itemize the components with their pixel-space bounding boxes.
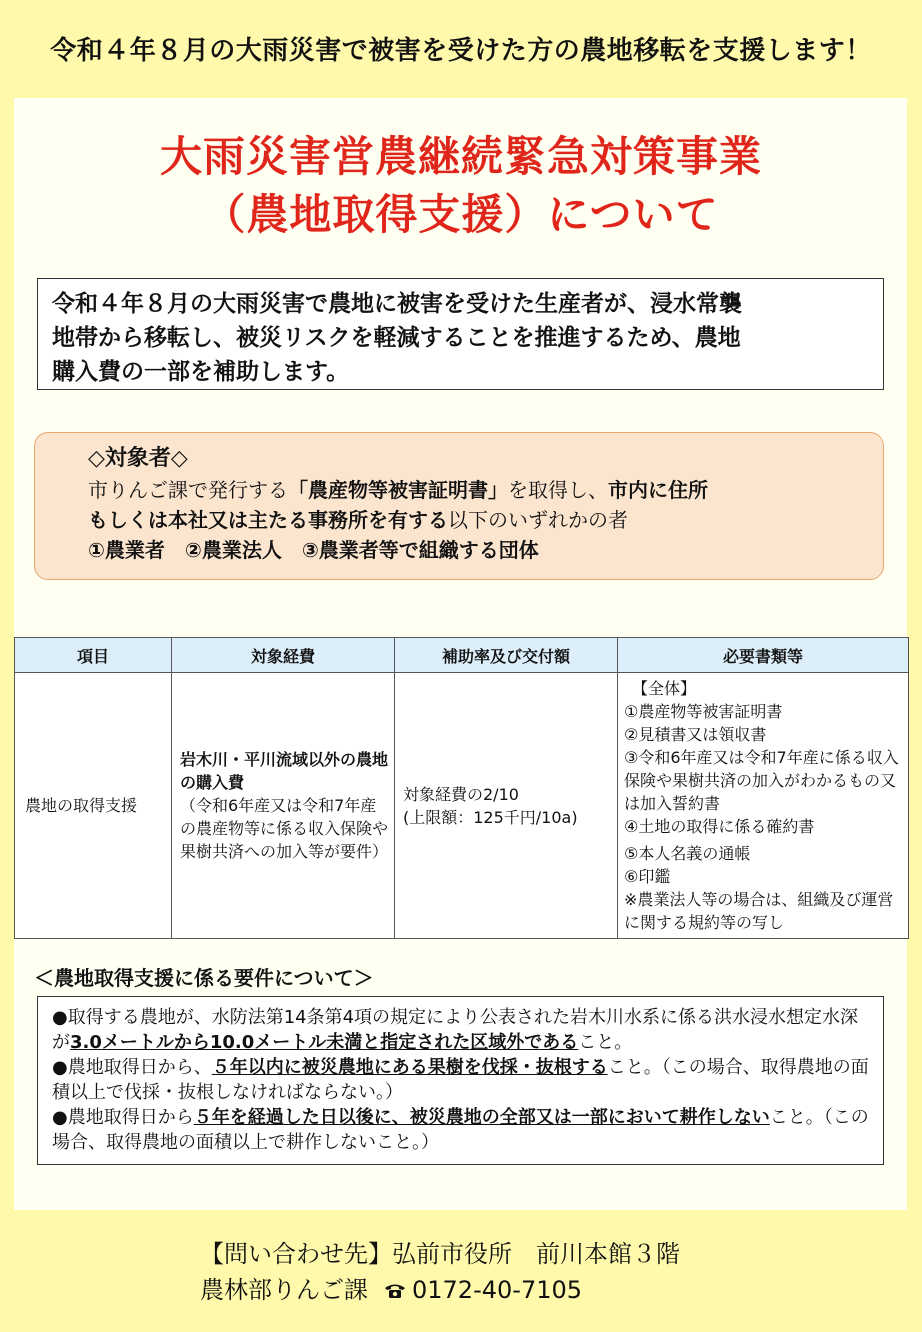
title-line-2: （農地取得支援）について [203, 190, 719, 239]
requirement-text: ●農地取得日から、 [52, 1057, 212, 1078]
summary-line: 地帯から移転し、被災リスクを軽減することを推進するため、農地 [52, 325, 741, 351]
residence-condition: 市内に住所 [608, 478, 708, 502]
requirement-emphasis: ５年を経過した日以後に、被災農地の全部又は一部において耕作しない [193, 1107, 770, 1128]
requirement-text: ●取得する農地が、水防法第14条第4項の規定により公表された岩木川水系に係る洪水浸水想定水深が [52, 1007, 859, 1053]
item-cell: 農地の取得支援 [15, 673, 172, 939]
target-line-1 [88, 475, 883, 505]
documents-cell [618, 673, 909, 939]
column-header: 対象経費 [172, 638, 395, 673]
contact-line-1: 【問い合わせ先】弘前市役所 前川本館３階 [200, 1240, 680, 1268]
column-header: 補助率及び交付額 [395, 638, 618, 673]
rate-limit: (上限額：125千円/10a) [403, 807, 578, 827]
doc-item: ②見積書又は領収書 [624, 725, 767, 744]
telephone-icon [384, 1283, 406, 1299]
certificate-name: 「農産物等被害証明書」 [288, 478, 508, 502]
column-header: 項目 [15, 638, 172, 673]
doc-item: ③令和6年産又は令和7年産に係る収入保険や果樹共済の加入がわかるもの又は加入誓約書 [624, 748, 899, 813]
requirement-text: こと。（この場合、取得農地の面積以上で耕作しないこと。） [52, 1107, 869, 1153]
column-header: 必要書類等 [618, 638, 909, 673]
doc-item: ①農産物等被害証明書 [624, 702, 783, 721]
requirement-item [52, 1055, 869, 1105]
target-text: 市りんご課で発行する [88, 478, 288, 502]
phone-number: 0172-40-7105 [412, 1276, 583, 1304]
table-row [15, 673, 909, 939]
requirement-text: こと。 [578, 1032, 633, 1053]
requirement-emphasis: ５年以内に被災農地にある果樹を伐採・抜根する [211, 1057, 608, 1078]
office-condition: もしくは本社又は主たる事務所を有する [88, 508, 448, 532]
requirements-title: ＜農地取得支援に係る要件について＞ [34, 966, 374, 990]
title-line-1: 大雨災害営農継続緊急対策事業 [159, 132, 762, 181]
subsidy-table [14, 637, 909, 939]
requirement-text: ●農地取得日から [52, 1107, 194, 1128]
summary-box [37, 278, 884, 390]
contact-line-2 [200, 1272, 680, 1308]
doc-item: 【全体】 [632, 679, 697, 698]
doc-item: ※農業法人等の場合は、組織及び運営に関する規約等の写し [624, 890, 894, 932]
target-heading: ◇対象者◇ [88, 446, 188, 471]
page-title [0, 128, 922, 244]
table-header-row [15, 638, 909, 673]
requirement-item [52, 1005, 869, 1055]
expense-title: 岩木川・平川流域以外の農地の購入費 [180, 750, 389, 792]
target-categories: ①農業者 ②農業法人 ③農業者等で組織する団体 [88, 538, 539, 562]
target-line-2 [88, 505, 883, 535]
rate-value: 対象経費の2/10 [403, 784, 519, 804]
doc-item: ④土地の取得に係る確約書 [624, 817, 815, 836]
doc-item: ⑥印鑑 [624, 867, 671, 886]
target-eligibility-box [34, 432, 884, 580]
target-text: 以下のいずれかの者 [448, 508, 628, 532]
contact-info [200, 1236, 680, 1308]
page-headline: 令和４年８月の大雨災害で被害を受けた方の農地移転を支援します！ [50, 36, 872, 66]
rate-cell [395, 673, 618, 939]
requirement-text: こと。（この場合、取得農地の面積以上で伐採・抜根しなければならない。） [52, 1057, 869, 1103]
summary-line: 令和４年８月の大雨災害で農地に被害を受けた生産者が、浸水常襲 [52, 291, 742, 317]
expense-note: （令和6年産又は令和7年産の農産物等に係る収入保険や果樹共済への加入等が要件） [180, 796, 389, 861]
requirements-box [37, 996, 884, 1165]
target-text: を取得し、 [508, 478, 608, 502]
doc-item: ⑤本人名義の通帳 [624, 844, 751, 863]
summary-line: 購入費の一部を補助します。 [52, 359, 350, 385]
requirement-item [52, 1105, 869, 1155]
department-name: 農林部りんご課 [200, 1276, 368, 1304]
requirement-emphasis: 3.0メートルから10.0メートル未満と指定された区域外である [70, 1032, 579, 1053]
expense-cell [172, 673, 395, 939]
